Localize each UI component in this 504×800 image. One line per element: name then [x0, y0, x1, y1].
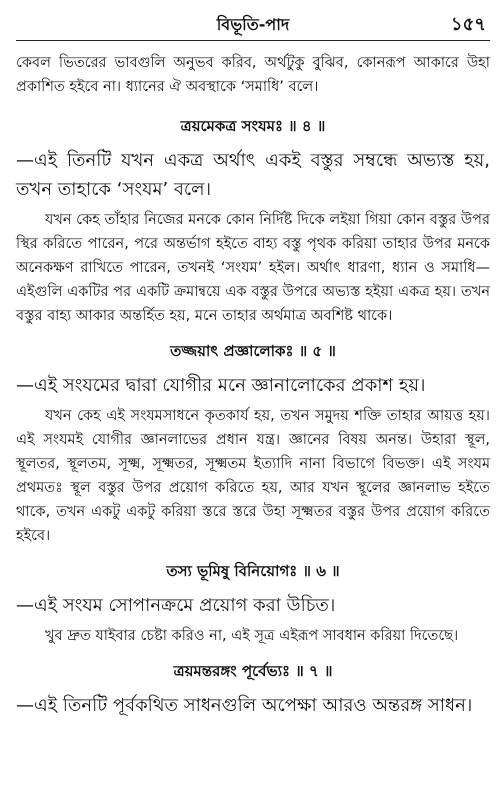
page-header	[16, 0, 490, 40]
sutra-section	[16, 660, 490, 720]
sutra-section	[16, 560, 490, 648]
sutra-heading: ত্রয়মেকত্র সংযমঃ ॥ ৪ ॥	[180, 117, 326, 135]
sutra-commentary: যখন কেহ এই সংযমসাধনে কৃতকার্য হয়, তখন সমুদয় শক্তি তাহার আয়ত্ত হয়। এই সংযমই যোগীর জ্ঞানলাভের প্রধান যন্ত্র। জ্ঞানের বিষয় অনন্ত। উহারা স্থূল, স্থূলতর, স্থূলতম, সূক্ষ্ম, সূক্ষ্মতর, সূক্ষ্মতম ইত্যাদি নানা বিভাগে বিভক্ত। এই সংযম প্রথমতঃ স্থূল বস্তুর উপর প্রয়োগ করিতে হয়, আর যখন স্থূলের জ্ঞানলাভ হইতে থাকে, তখন একটু একটু করিয়া স্তরে স্তরে উহা সূক্ষ্মতর বস্তুর উপর প্রয়োগ করিতে হইবে।	[16, 408, 490, 544]
sutra-commentary: যখন কেহ তাঁহার নিজের মনকে কোন নির্দিষ্ট দিকে লইয়া গিয়া কোন বস্তুর উপর স্থির করিতে পারেন, পরে অন্তর্ভাগ হইতে বাহ্য বস্তু পৃথক করিয়া তাহার উপর মনকে অনেকক্ষণ রাখিতে পারেন, তখনই ‘সংযম’ হইল। অর্থাৎ ধারণা, ধ্যান ও সমাধি—এইগুলি একটির পর একটি ক্রমান্বয়ে এক বস্তুর উপরে অভ্যস্ত হইয়া একত্র হয়। তখন বস্তুর বাহ্য আকার অন্তর্হিত হয়, মনে তাহার অর্থমাত্র অবশিষ্ট থাকে।	[16, 212, 490, 324]
sutra-heading: তজ্জয়াৎ প্রজ্ঞালোকঃ ॥ ৫ ॥	[170, 342, 336, 360]
sutra-heading: ত্রয়মন্তরঙ্গং পূর্বেভ্যঃ ॥ ৭ ॥	[173, 662, 333, 680]
sutra-section	[16, 340, 490, 548]
running-head: বিভূতি-পাদ	[216, 15, 290, 34]
header-rule	[16, 40, 490, 41]
sutra-translation: —এই তিনটি পূর্বকথিত সাধনগুলি অপেক্ষা আরও অন্তরঙ্গ সাধন।	[16, 695, 473, 716]
sutra-section	[16, 115, 490, 328]
sutra-translation: —এই সংযম সোপানক্রমে প্রয়োগ করা উচিত।	[16, 595, 336, 616]
sutra-commentary: খুব দ্রুত যাইবার চেষ্টা করিও না, এই সূত্র এইরূপ সাবধান করিয়া দিতেছে।	[45, 628, 459, 644]
sutra-heading: তস্য ভূমিষু বিনিয়োগঃ ॥ ৬ ॥	[166, 562, 340, 580]
page-number: ১৫৭	[450, 14, 486, 35]
sutra-translation: —এই সংযমের দ্বারা যোগীর মনে জ্ঞানালোকের প্রকাশ হয়।	[16, 375, 426, 396]
intro-paragraph: কেবল ভিতরের ভাবগুলি অনুভব করিব, অর্থটুকু বুঝিব, কোনরূপ আকারে উহা প্রকাশিত হইবে না। ধ্যানের ঐ অবস্থাকে ‘সমাধি’ বলে।	[16, 55, 490, 95]
sutra-translation: —এই তিনটি যখন একত্র অর্থাৎ একই বস্তুর সম্বন্ধে অভ্যস্ত হয়, তখন তাহাকে ‘সংযম’ বলে।	[16, 150, 490, 200]
